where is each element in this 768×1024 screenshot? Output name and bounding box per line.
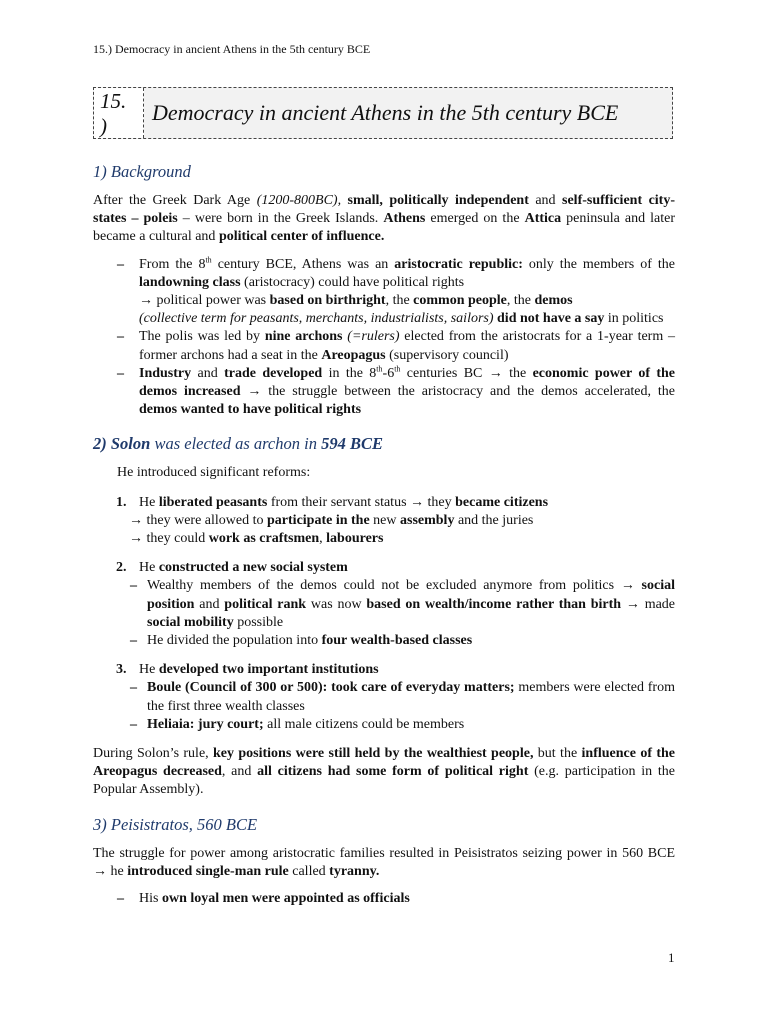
solon-closing-paragraph: During Solon’s rule, key positions were still held by the wealthiest people, but the influence of the Areopagus decreased, and all citizens had some form of political right (e.g. participation in the Popular Assembly). bbox=[93, 746, 675, 798]
list-item: 3. He developed two important institutions – Boule (Council of 300 or 500): took care of everyday matters; members were elected from the first three wealth classes – Heliaia: jury court; all male citizens could be members bbox=[93, 661, 675, 734]
background-list bbox=[93, 256, 675, 420]
background-paragraph: After the Greek Dark Age (1200-800BC), small, politically independent and self-sufficient city-states – poleis – were born in the Greek Islands. Athens emerged on the Attica peninsula and later became a cultural and political center of influence. bbox=[93, 193, 676, 245]
running-header: 15.) Democracy in ancient Athens in the 5th century BCE bbox=[93, 42, 371, 56]
document-body bbox=[93, 162, 675, 908]
chapter-number: 15. ) bbox=[94, 88, 144, 138]
sub-item: – Heliaia: jury court; all male citizens could be members bbox=[130, 716, 465, 732]
section-heading-solon: 2) Solon was elected as archon in 594 BCE bbox=[93, 434, 383, 454]
title-box bbox=[93, 87, 673, 139]
section-heading-peisistratos: 3) Peisistratos, 560 BCE bbox=[93, 814, 258, 834]
peisistratos-list bbox=[93, 890, 675, 908]
peisistratos-paragraph: The struggle for power among aristocratic families resulted in Peisistratos seizing power in 560 BCE → he introduced single-man rule called tyranny. bbox=[93, 845, 675, 879]
list-item: 1. He liberated peasants from their servant status → they became citizens → they were allowed to participate in the new assembly and the juries → they could work as craftsmen, labourers bbox=[116, 494, 549, 547]
solon-intro: He introduced significant reforms: bbox=[117, 465, 311, 481]
sub-item: – He divided the population into four wealth-based classes bbox=[130, 633, 473, 649]
list-item: – From the 8th century BCE, Athens was an aristocratic republic: only the members of the landowning class (aristocracy) could have political rights → political power was based on birthright, the common people, the demos (collective term for peasants, merchants, industrialists, sailors) did not have a say in politics bbox=[117, 254, 675, 327]
list-item: – Industry and trade developed in the 8th-6th centuries BC → the economic power of the demos increased → the struggle between the aristocracy and the demos accelerated, the demos wanted to have political rights bbox=[117, 364, 676, 418]
solon-reforms-list bbox=[93, 494, 675, 734]
list-item: – His own loyal men were appointed as officials bbox=[117, 891, 410, 907]
list-item: – The polis was led by nine archons (=rulers) elected from the aristocrats for a 1-year term – former archons had a seat in the Areopagus (supervisory council) bbox=[117, 329, 676, 363]
page-number: 1 bbox=[668, 950, 675, 965]
section-heading-background: 1) Background bbox=[93, 162, 191, 181]
sub-item: – Boule (Council of 300 or 500): took care of everyday matters; members were elected from the first three wealth classes bbox=[130, 680, 675, 714]
list-item: 2. He constructed a new social system – Wealthy members of the demos could not be excluded anymore from politics → social position and political rank was now based on wealth/income rather than birth → made social mobility possible – He divided the population into four wealth-based classes bbox=[93, 559, 675, 650]
sub-item: – Wealthy members of the demos could not be excluded anymore from politics → social position and political rank was now based on wealth/income rather than birth → made social mobility possible bbox=[130, 578, 676, 630]
page-title: Democracy in ancient Athens in the 5th century BCE bbox=[152, 100, 619, 125]
